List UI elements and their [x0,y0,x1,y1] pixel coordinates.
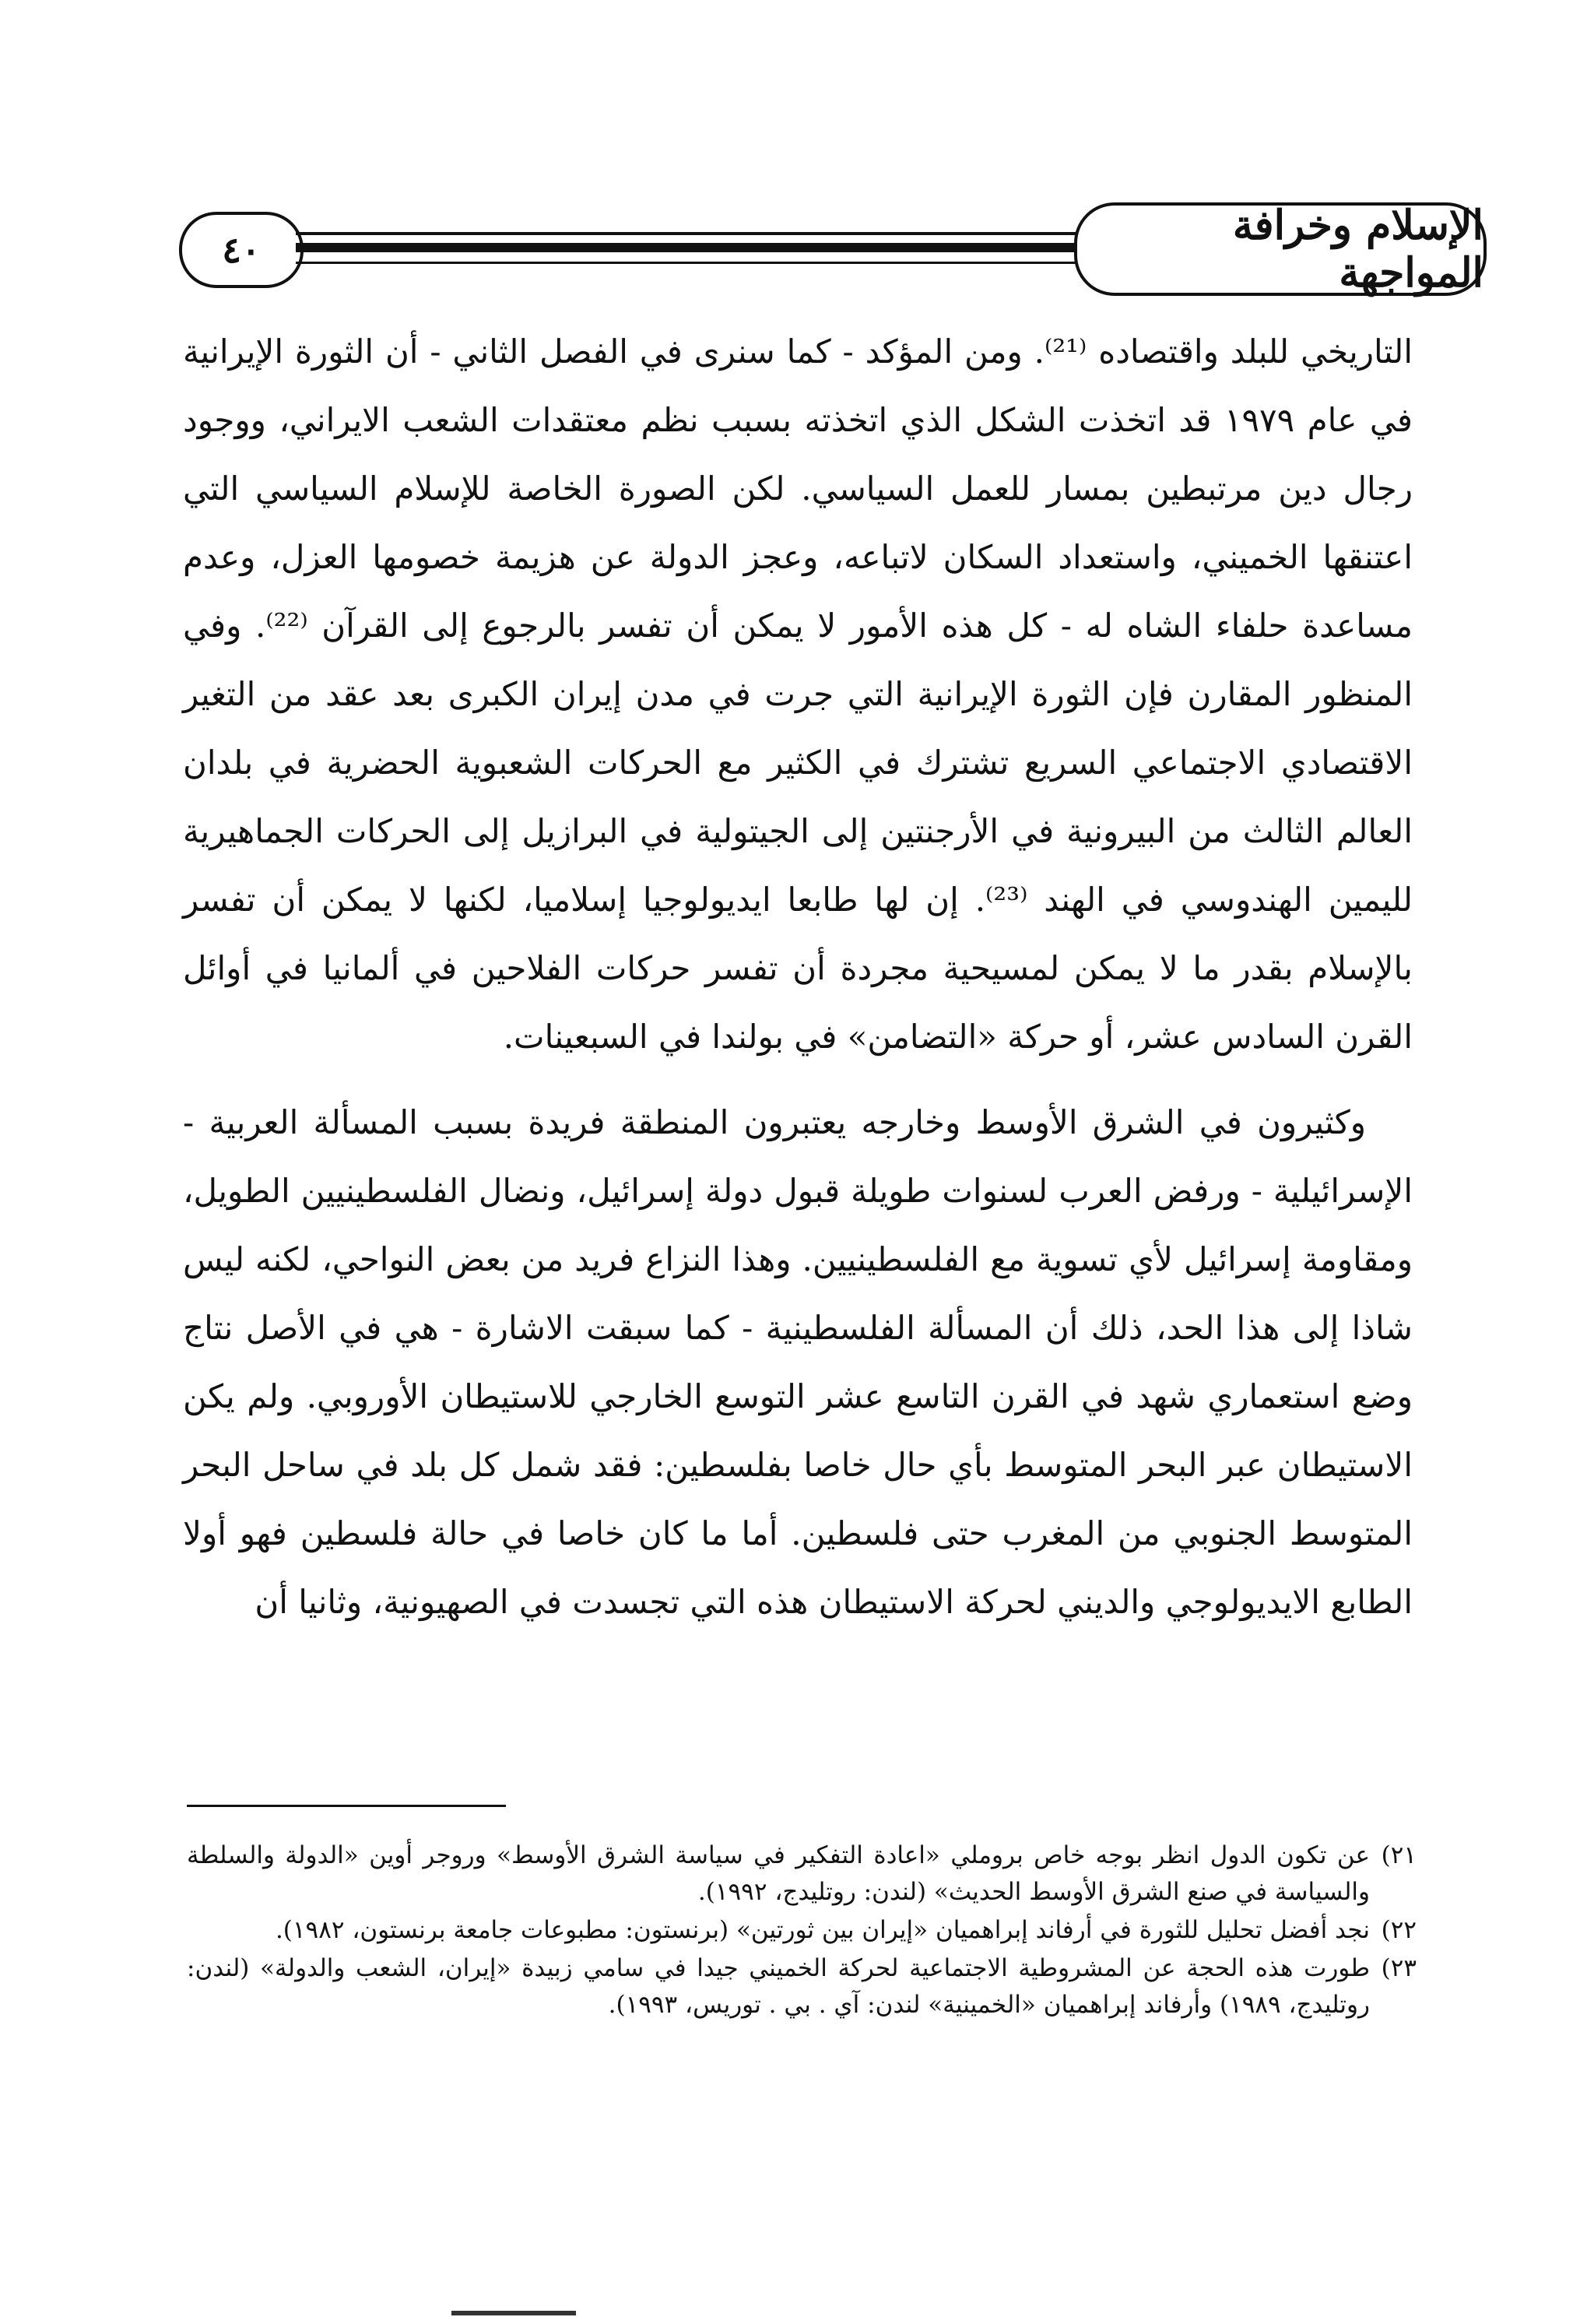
footnote-number: ٢١) [1381,1841,1417,1869]
footnote-22 [187,1912,1417,1949]
header-rule-thin-top [296,232,1086,235]
footnote-number: ٢٢) [1381,1916,1417,1944]
page-header [179,195,1487,304]
footnote-text: طورت هذه الحجة عن المشروطية الاجتماعية لحركة الخميني جيدا في سامي زبيدة «إيران، الشعب والدولة» (لندن: روتليدج، ١٩٨٩) وأرفاند إبراهميان «الخمينية» لندن: آي . بي . توريس، ١٩٩٣). [187,1954,1370,2019]
header-rule-thin-bottom [296,262,1086,264]
header-rule-thick [296,243,1086,252]
running-title: الإسلام وخرافة المواجهة [1074,202,1487,296]
footnote-separator [187,1805,506,1807]
main-text [183,318,1413,1637]
bottom-edge-mark [451,2311,576,2315]
footnote-text: نجد أفضل تحليل للثورة في أرفاند إبراهميان «إيران بين ثورتين» (برنستون: مطبوعات جامعة برنستون، ١٩٨٢). [275,1916,1370,1944]
footnote-23 [187,1950,1417,2023]
paragraph-1: التاريخي للبلد واقتصاده ⁽²¹⁾. ومن المؤكد - كما سنرى في الفصل الثاني - أن الثورة الإيرانية في عام ١٩٧٩ قد اتخذت الشكل الذي اتخذته بسبب نظم معتقدات الشعب الايراني، ووجود رجال دين مرتبطين بمسار للعمل السياسي. لكن الصورة الخاصة للإسلام السياسي التي اعتنقها الخميني، واستعداد السكان لاتباعه، وعجز الدولة عن هزيمة خصومها العزل، وعدم مساعدة حلفاء الشاه له - كل هذه الأمور لا يمكن أن تفسر بالرجوع إلى القرآن ⁽²²⁾. وفي المنظور المقارن فإن الثورة الإيرانية التي جرت في مدن إيران الكبرى بعد عقد من التغير الاقتصادي الاجتماعي السريع تشترك في الكثير مع الحركات الشعبوية الحضرية في بلدان العالم الثالث من البيرونية في الأرجنتين إلى الجيتولية في البرازيل إلى الحركات الجماهيرية لليمين الهندوسي في الهند ⁽²³⁾. إن لها طابعا ايديولوجيا إسلاميا، لكنها لا يمكن أن تفسر بالإسلام بقدر ما لا يمكن لمسيحية مجردة أن تفسر حركات الفلاحين في ألمانيا في أوائل القرن السادس عشر، أو حركة «التضامن» في بولندا في السبعينات. [183,332,1413,1056]
footnotes [187,1837,1417,2025]
page-number: ٤٠ [179,212,304,288]
paragraph-2: وكثيرون في الشرق الأوسط وخارجه يعتبرون المنطقة فريدة بسبب المسألة العربية - الإسرائيلية - ورفض العرب لسنوات طويلة قبول دولة إسرائيل، ونضال الفلسطينيين الطويل، ومقاومة إسرائيل لأي تسوية مع الفلسطينيين. وهذا النزاع فريد من بعض النواحي، لكنه ليس شاذا إلى هذا الحد، ذلك أن المسألة الفلسطينية - كما سبقت الاشارة - هي في الأصل نتاج وضع استعماري شهد في القرن التاسع عشر التوسع الخارجي للاستيطان الأوروبي. ولم يكن الاستيطان عبر البحر المتوسط بأي حال خاصا بفلسطين: فقد شمل كل بلد في ساحل البحر المتوسط الجنوبي من المغرب حتى فلسطين. أما ما كان خاصا في حالة فلسطين فهو أولا الطابع الايديولوجي والديني لحركة الاستيطان هذه التي تجسدت في الصهيونية، وثانيا أن [183,1103,1413,1621]
footnote-21 [187,1837,1417,1911]
footnote-text: عن تكون الدول انظر بوجه خاص بروملي «اعادة التفكير في سياسة الشرق الأوسط» وروجر أوين «الدولة والسلطة والسياسة في صنع الشرق الأوسط الحديث» (لندن: روتليدج، ١٩٩٢). [187,1841,1370,1906]
footnote-number: ٢٣) [1381,1954,1417,1982]
